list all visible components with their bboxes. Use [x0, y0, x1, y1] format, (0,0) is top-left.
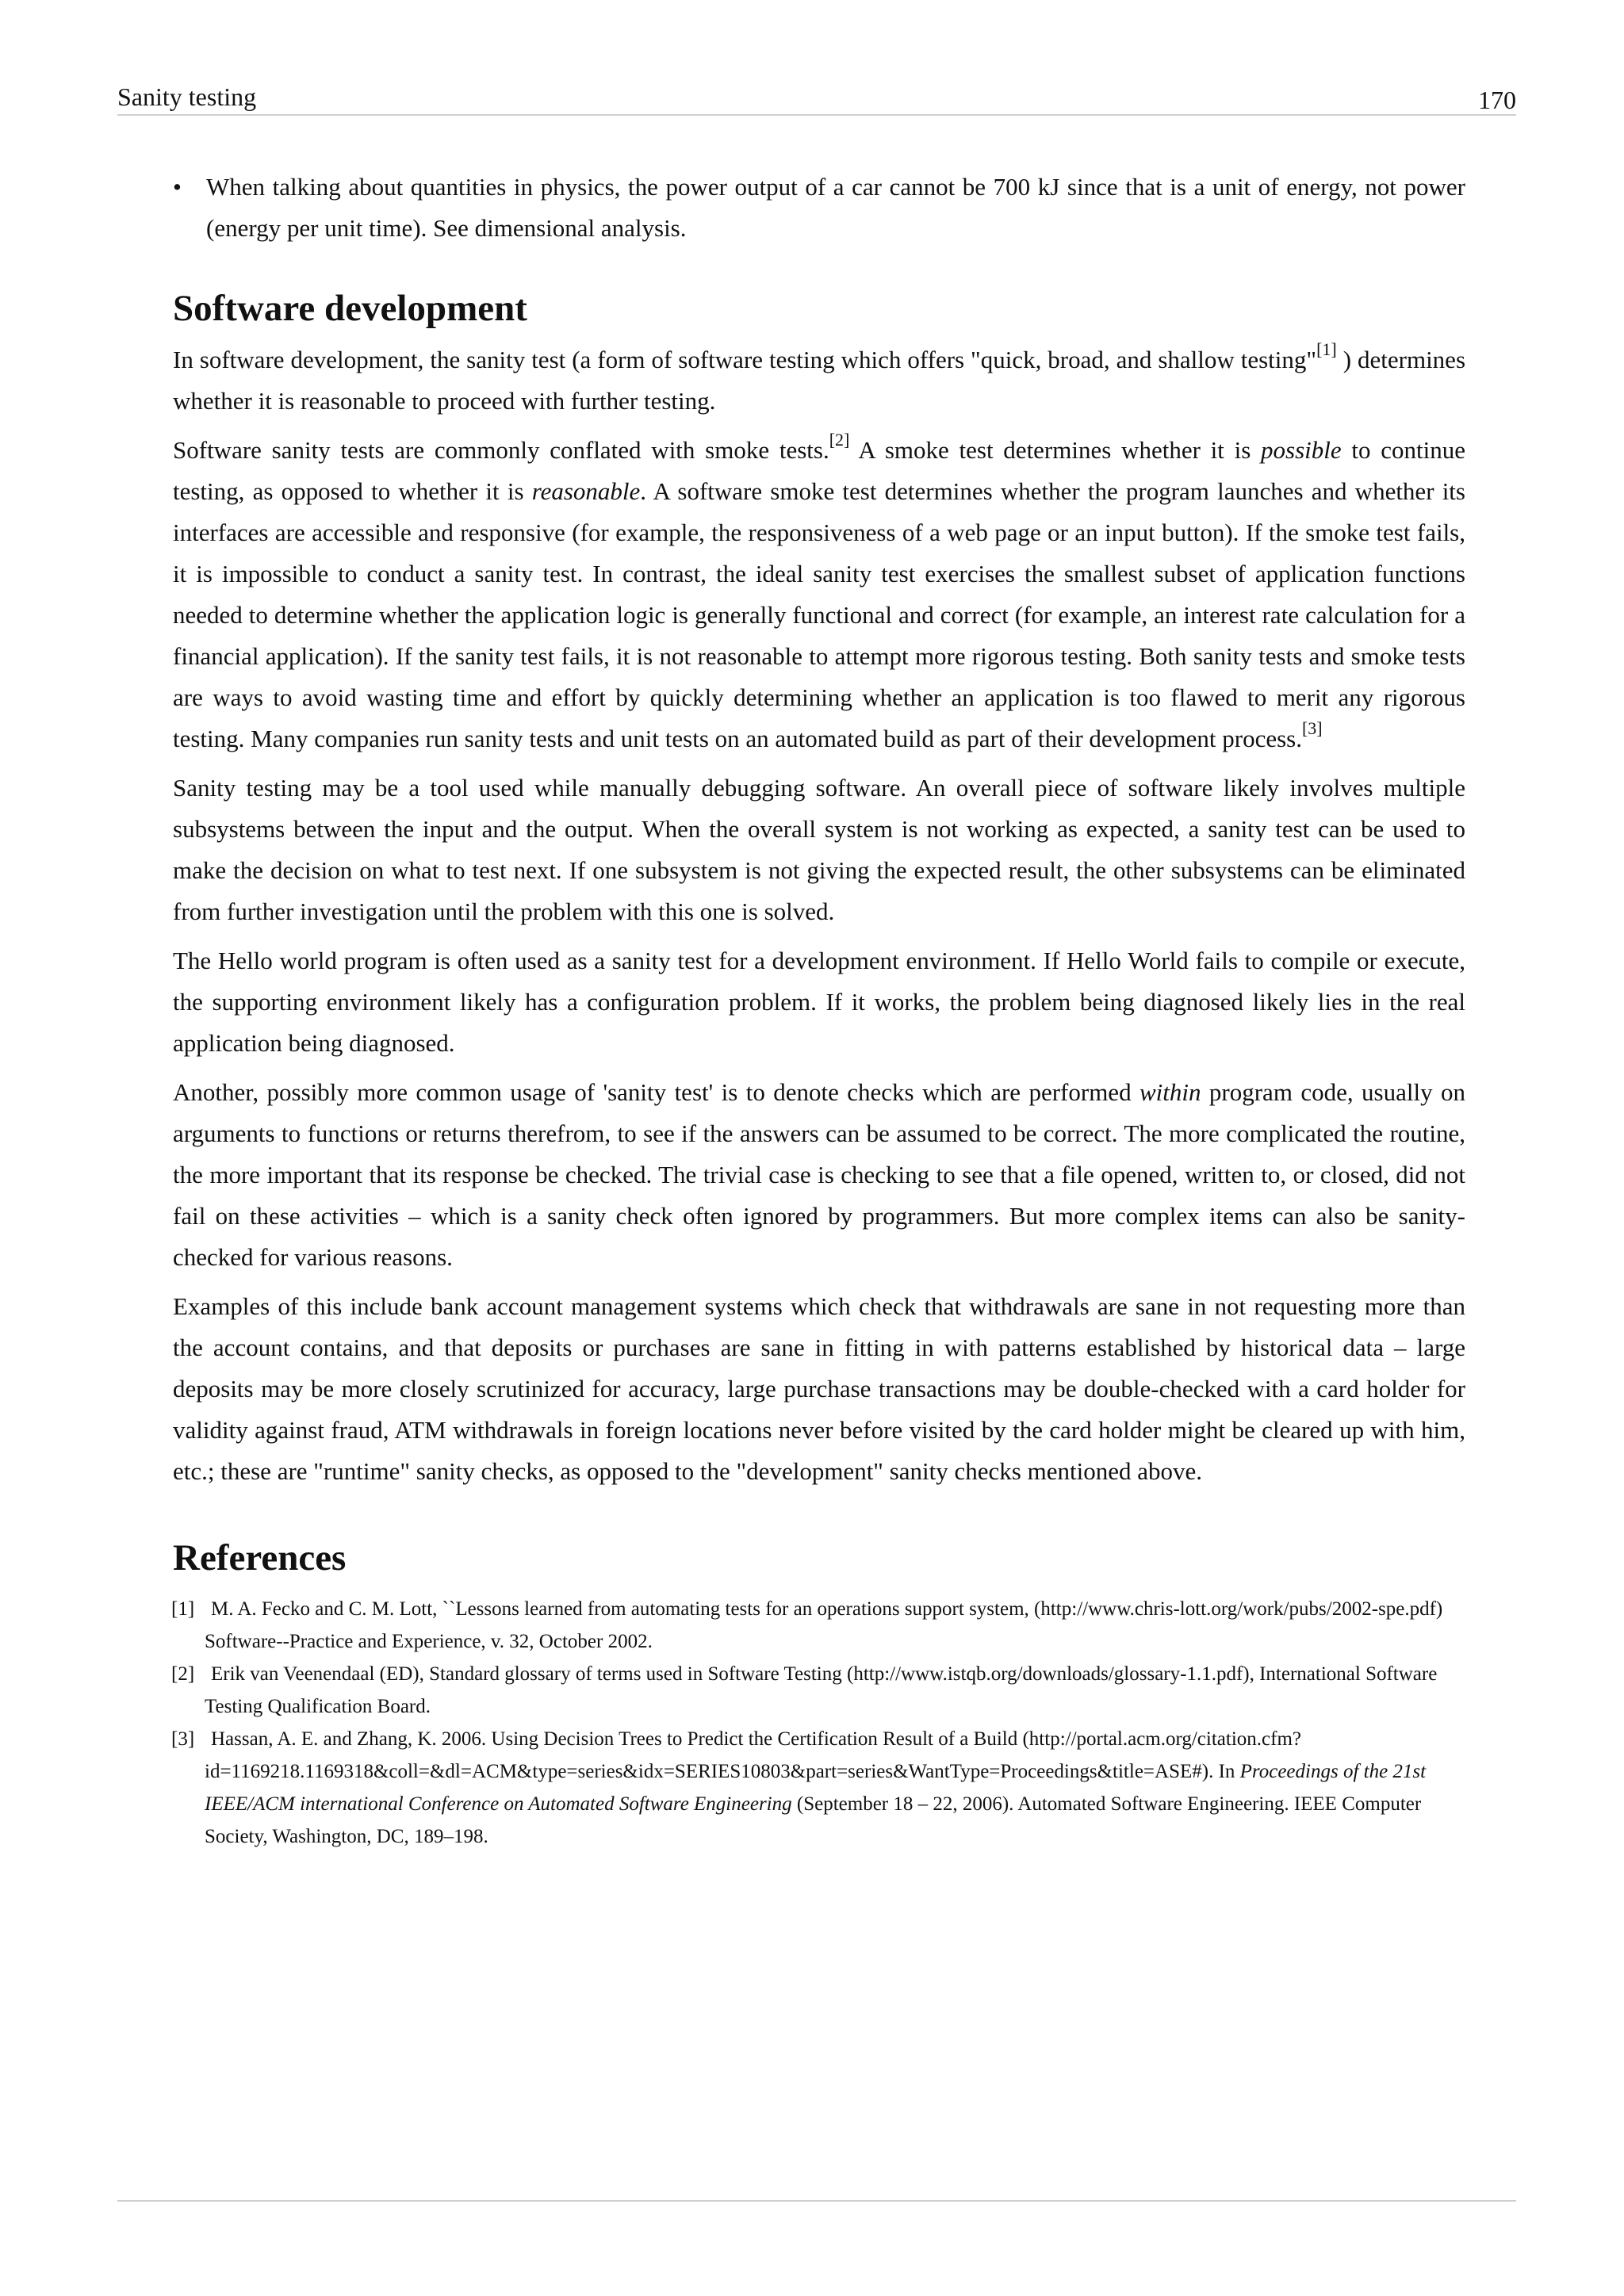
- emphasis-within: within: [1139, 1077, 1201, 1106]
- paragraph-text: Software sanity tests are commonly conflated with smoke tests.: [173, 435, 829, 464]
- paragraph-text: to continue testing, as opposed to whether it is: [173, 435, 1466, 505]
- paragraph-3: Sanity testing may be a tool used while manually debugging software. An overall piece of software likely involves multiple subsystems between the input and the output. When the overall system is not working as expected, a sanity test can be used to make the decision on what to test next. If one subsystem is not giving the expected result, the other subsystems can be eliminated from further investigation until the problem with this one is solved.: [173, 773, 1465, 925]
- paragraph-text: . A software smoke test determines whether the program launches and whether its interfaces are accessible and responsive (for example, the responsiveness of a web page or an input button). If the smoke test fails, it is impossible to conduct a sanity test. In contrast, the ideal sanity test exercises the smallest subset of application functions needed to determine whether the application logic is generally functional and correct (for example, an interest rate calculation for a financial application). If the sanity test fails, it is not reasonable to attempt more rigorous testing. Both sanity tests and smoke tests are ways to avoid wasting time and effort by quickly determining whether an application is too flawed to merit any rigorous testing. Many companies run sanity tests and unit tests on an automated build as part of their development process.: [173, 476, 1465, 752]
- running-title: Sanity testing: [117, 82, 257, 111]
- references-list: [173, 1593, 1465, 1853]
- emphasis-possible: possible: [1261, 435, 1342, 464]
- paragraph-text: program code, usually on arguments to functions or returns therefrom, to see if the answers can be assumed to be correct. The more complicated the routine, the more important that its response be checked. The trivial case is checking to see that a file opened, written to, or closed, did not fail on these activities – which is a sanity check often ignored by programmers. But more complex items can also be sanity-checked for various reasons.: [173, 1077, 1465, 1271]
- paragraph-text: ) determines whether it is reasonable to proceed with further testing.: [173, 345, 1466, 415]
- paragraph-5: [173, 1072, 1465, 1278]
- paragraph-4: The Hello world program is often used as a sanity test for a development environment. If Hello World fails to compile or execute, the supporting environment likely has a configuration problem. If it works, the problem being diagnosed likely lies in the real application being diagnosed.: [173, 946, 1465, 1057]
- reference-text[interactable]: Erik van Veenendaal (ED), Standard glossary of terms used in Software Testing (http://www.istqb.org/downloads/glossary-1.1.pdf), International Software Testing Qualification Board.: [205, 1663, 1438, 1718]
- citation-3[interactable]: [3]: [1301, 718, 1323, 739]
- reference-text[interactable]: M. A. Fecko and C. M. Lott, ``Lessons learned from automating tests for an operations support system, (http://www.chris-lott.org/work/pubs/2002-spe.pdf) Software--Practice and Experience, v. 32, October 2002.: [205, 1598, 1443, 1653]
- paragraph-6: Examples of this include bank account management systems which check that withdrawals are sane in not requesting more than the account contains, and that deposits or purchases are sane in fitting in with patterns established by historical data – large deposits may be more closely scrutinized for accuracy, large purchase transactions may be double-checked with a card holder for validity against fraud, ATM withdrawals in foreign locations never before visited by the card holder might be cleared up with him, etc.; these are "runtime" sanity checks, as opposed to the "development" sanity checks mentioned above.: [173, 1292, 1465, 1485]
- footer-divider: [117, 2200, 1516, 2202]
- paragraph-2: [173, 430, 1465, 760]
- citation-1[interactable]: [1]: [1316, 339, 1337, 360]
- reference-item: [171, 1593, 1465, 1658]
- reference-text-part: Hassan, A. E. and Zhang, K. 2006. Using Decision Trees to Predict the Certification Result of a Build (http://portal.acm.org/citation.cfm?id=1169218.1169318&coll=&dl=ACM&type=series&idx=SERIES10803&part=series&WantType=Proceedings&title=ASE#). In: [205, 1728, 1301, 1783]
- emphasis-reasonable: reasonable: [531, 476, 641, 505]
- page-content: [173, 166, 1465, 1853]
- page-header: [117, 78, 1516, 116]
- reference-item: [171, 1723, 1465, 1853]
- paragraph-1: [173, 339, 1465, 422]
- section-heading-software-development: Software development: [173, 288, 527, 329]
- bullet-dot: •: [173, 173, 182, 201]
- reference-proceedings-title: Proceedings of the 21st IEEE/ACM international Conference on Automated Software Engineering: [205, 1761, 1427, 1816]
- page-number: 170: [1478, 86, 1516, 114]
- paragraph-text: In software development, the sanity test (a form of software testing which offers "quick, broad, and shallow testing": [173, 345, 1317, 373]
- reference-number: [2]: [171, 1663, 195, 1686]
- citation-2[interactable]: [2]: [829, 430, 850, 450]
- section-heading-references: References: [173, 1536, 347, 1578]
- reference-text[interactable]: [205, 1728, 1426, 1847]
- paragraph-text: Another, possibly more common usage of 'sanity test' is to denote checks which are performed: [173, 1077, 1139, 1106]
- reference-number: [1]: [171, 1598, 195, 1621]
- bullet-text: When talking about quantities in physics, the power output of a car cannot be 700 kJ since that is a unit of energy, not power (energy per unit time). See dimensional analysis.: [206, 173, 1465, 242]
- bullet-item: [173, 166, 1465, 249]
- reference-item: [171, 1658, 1465, 1723]
- paragraph-text: A smoke test determines whether it is: [849, 435, 1262, 464]
- reference-text-part: (September 18 – 22, 2006). Automated Software Engineering. IEEE Computer Society, Washington, DC, 189–198.: [205, 1793, 1422, 1848]
- reference-number: [3]: [171, 1728, 195, 1751]
